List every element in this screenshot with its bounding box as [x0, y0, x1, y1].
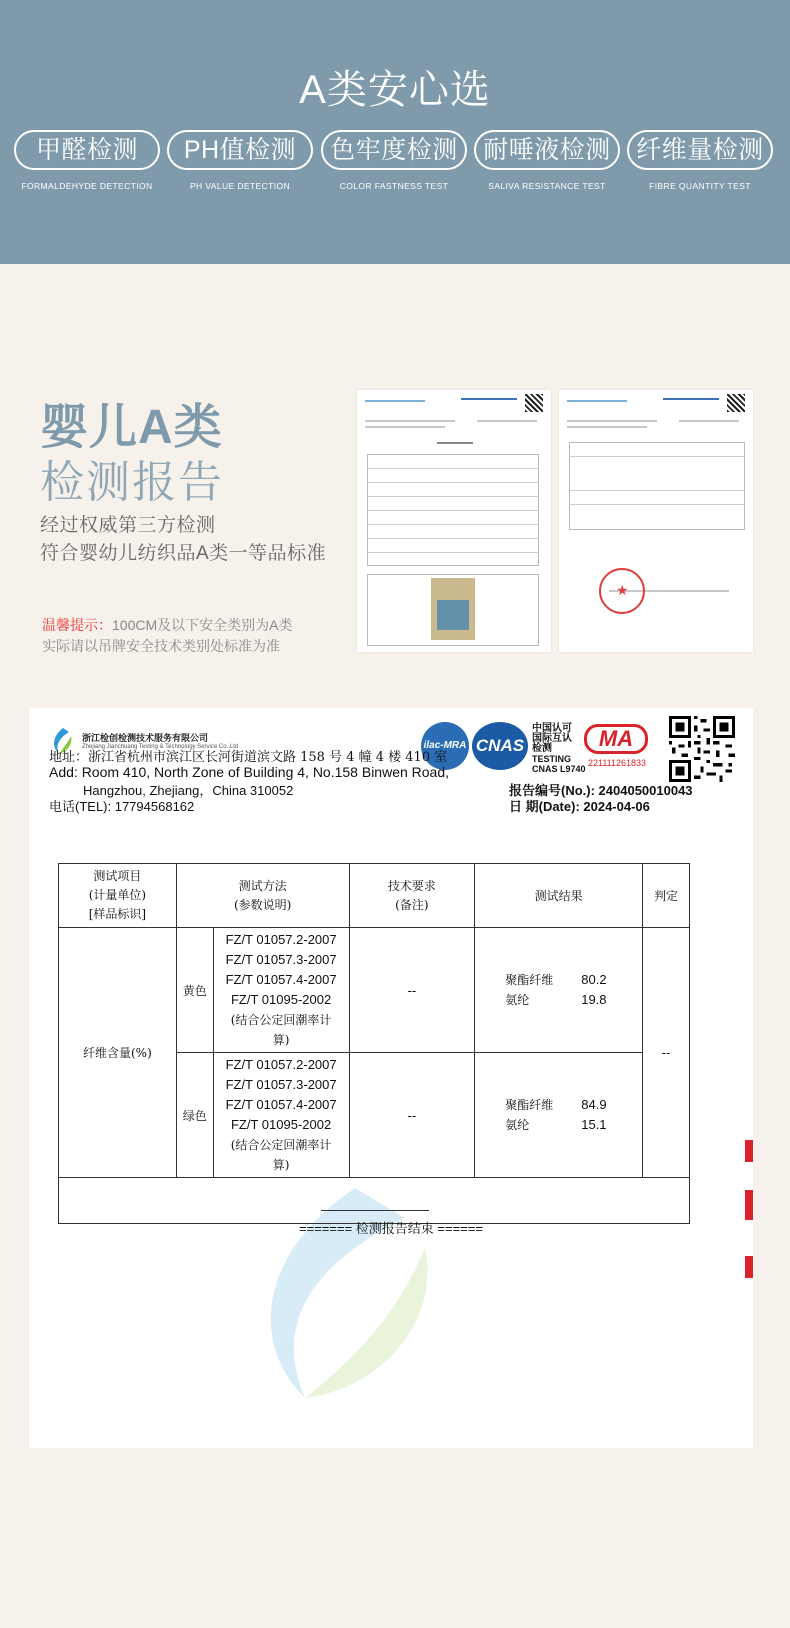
top-banner [0, 0, 790, 264]
report-thumbnail-1 [357, 390, 551, 652]
pill-formaldehyde: 甲醛检测 [14, 130, 160, 170]
report-date: 日 期(Date): 2024-04-06 [509, 799, 650, 814]
header-requirement: 技术要求 (备注) [349, 864, 475, 928]
report-thumbnail-2: ★ [559, 390, 753, 652]
telephone: 电话(TEL): 17794568162 [49, 799, 195, 814]
judgement: -- [643, 928, 690, 1178]
item-name: 纤维含量(%) [59, 928, 177, 1178]
header-method: 测试方法 (参数说明) [176, 864, 349, 928]
pill-saliva: 耐唾液检测 [474, 130, 620, 170]
test-result: 聚酯纤维 84.9 氨纶 15.1 [475, 1053, 643, 1178]
banner-title: A类安心选 [299, 68, 491, 112]
header-result: 测试结果 [475, 864, 643, 928]
cma-logo: MA [584, 724, 648, 754]
ilac-mra-logo: ilac-MRA [421, 722, 469, 770]
org-name-en: Zhejiang Jianchuang Testing & Technology Service Co.,Ltd [82, 744, 239, 750]
warning-note-2: 实际请以吊牌安全技术类别处标准为准 [42, 638, 280, 654]
pill-color-fastness: 色牢度检测 [321, 130, 467, 170]
intro-desc-2: 符合婴幼儿纺织品A类一等品标准 [40, 543, 327, 564]
table-header-row [59, 864, 690, 928]
address-en-2: Hangzhou, Zhejiang，China 310052 [83, 783, 294, 798]
intro-title-2: 检测报告 [40, 458, 224, 507]
stamp-edge [745, 1190, 753, 1220]
cnas-text-3: 检测 [532, 743, 552, 754]
test-report [29, 708, 753, 1448]
stamp-edge [745, 1256, 753, 1278]
pill-saliva-en: SALIVA RESISTANCE TEST [488, 181, 606, 191]
table-row [59, 928, 690, 1053]
intro-title-1: 婴儿A类 [40, 401, 223, 454]
header-item: 测试项目 (计量单位) [样品标识] [59, 864, 177, 928]
pill-fibre: 纤维量检测 [627, 130, 773, 170]
requirement: -- [349, 928, 475, 1053]
test-methods: FZ/T 01057.2-2007 FZ/T 01057.3-2007 FZ/T 01057.4-2007 FZ/T 01095-2002 (结合公定回潮率计 算) [213, 1053, 349, 1178]
cnas-text-1: 中国认可 [532, 723, 572, 734]
cnas-logo: CNAS [472, 722, 528, 770]
pill-fibre-en: FIBRE QUANTITY TEST [649, 181, 751, 191]
requirement: -- [349, 1053, 475, 1178]
address-cn: 地址：浙江省杭州市滨江区长河街道滨文路 158 号 4 幢 4 楼 410 室 [49, 750, 448, 765]
results-table [58, 863, 690, 1224]
test-methods: FZ/T 01057.2-2007 FZ/T 01057.3-2007 FZ/T 01057.4-2007 FZ/T 01095-2002 (结合公定回潮率计 算) [213, 928, 349, 1053]
pill-ph: PH值检测 [167, 130, 313, 170]
warning-note-1: 温馨提示：100CM及以下安全类别为A类 [42, 617, 293, 633]
report-number: 报告编号(No.): 2404050010043 [509, 783, 693, 798]
pill-formaldehyde-en: FORMALDEHYDE DETECTION [21, 181, 153, 191]
test-result: 聚酯纤维 80.2 氨纶 19.8 [475, 928, 643, 1053]
cma-number: 221111261833 [588, 758, 647, 768]
table-row-empty [59, 1178, 690, 1224]
org-name-cn: 浙江检创检测技术服务有限公司 [82, 733, 209, 743]
address-en-1: Add: Room 410, North Zone of Building 4, No.158 Binwen Road, [49, 764, 450, 780]
header-judge: 判定 [643, 864, 690, 928]
qr-code-icon [669, 716, 735, 782]
cnas-number: CNAS L9740 [532, 764, 586, 774]
pill-ph-en: PH VALUE DETECTION [189, 181, 291, 191]
cnas-text-2: 国际互认 [532, 733, 572, 744]
sample-color: 黄色 [176, 928, 213, 1053]
end-divider [321, 1210, 429, 1211]
cnas-text-4: TESTING [532, 754, 572, 764]
pill-color-fastness-en: COLOR FASTNESS TEST [339, 181, 449, 191]
intro-desc-1: 经过权威第三方检测 [40, 515, 216, 536]
sample-color: 绿色 [176, 1053, 213, 1178]
warning-label: 温馨提示： [42, 617, 112, 633]
stamp-edge [745, 1140, 753, 1162]
report-end-text: ======= 检测报告结束 ====== [299, 1221, 483, 1236]
